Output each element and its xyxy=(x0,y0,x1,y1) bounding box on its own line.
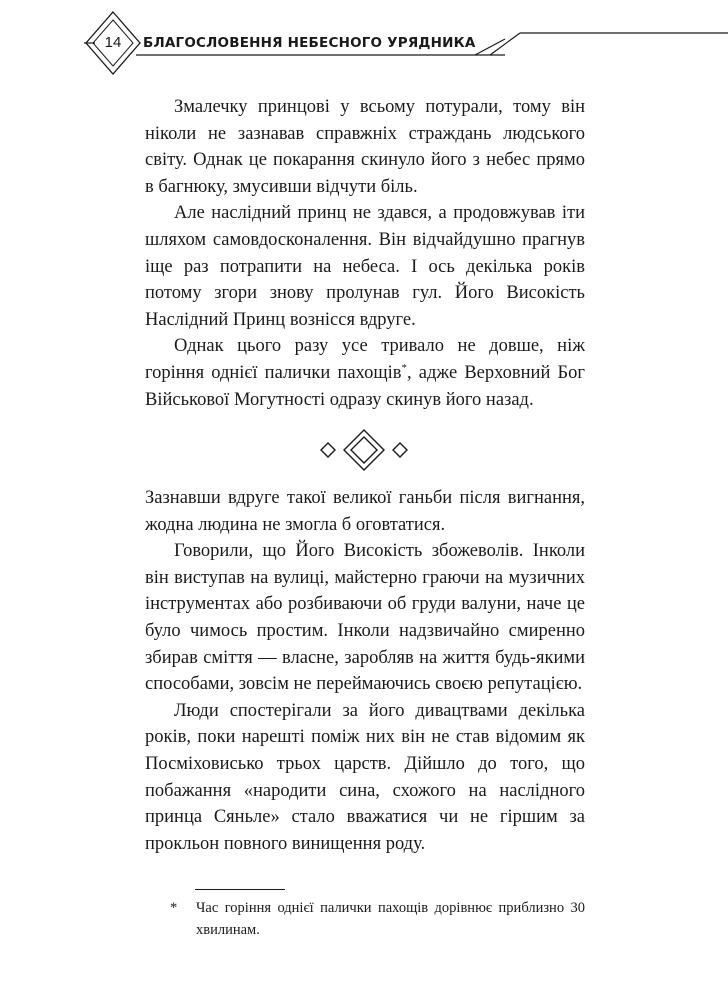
page-number: 14 xyxy=(104,34,122,51)
text-block-before-break xyxy=(145,94,585,413)
text-block-after-break xyxy=(145,485,585,857)
paragraph-with-footnote xyxy=(145,333,585,413)
running-title: БЛАГОСЛОВЕННЯ НЕБЕСНОГО УРЯДНИКА xyxy=(143,35,476,51)
footnote-divider xyxy=(195,889,285,890)
footnote-marker: * xyxy=(170,900,178,916)
paragraph: Люди спостерігали за його дивацтвами декілька років, поки нарешті поміж них він не став відомим як Посміховисько трьох царств. Дійшло до того, що побажання «народити сина, схожого на наслідного принца Сяньле» стало вважатися чи не гіршим за прокльон повного винищення роду. xyxy=(145,700,585,854)
paragraph-text: , адже Верховний Бог Військової Могутності одразу скинув його назад. xyxy=(145,362,585,410)
paragraph-text: Однак цього разу усе тривало не довше, ніж горіння однієї палички пахощів xyxy=(145,336,585,383)
paragraph: Зазнавши вдруге такої великої ганьби після вигнання, жодна людина не змогла б оговтатися. xyxy=(145,488,585,535)
paragraph: Говорили, що Його Високість збожеволів. Інколи він виступав на вулиці, майстерно граючи на музичних інструментах або розбиваючи об груди валуни, наче це було чимось простим. Інколи надзвичайно смиренно збирав сміття — власне, заробляв на життя будь-якими способами, зовсім не переймаючись своєю репутацією. xyxy=(145,541,585,695)
footnote-text: Час горіння однієї палички пахощів дорівнює приблизно 30 хвилинам. xyxy=(196,900,585,938)
paragraph: Змалечку принцові у всьому потурали, тому він ніколи не зазнавав справжніх страждань людського світу. Однак це покарання скинуло його з небес прямо в багнюку, змусивши відчути біль. xyxy=(145,97,585,197)
footnote-reference: * xyxy=(401,361,407,374)
running-header xyxy=(0,0,728,80)
diamond-ornament-icon xyxy=(318,425,410,475)
footnote xyxy=(170,897,585,941)
paragraph: Але наслідний принц не здався, а продовжував іти шляхом самовдосконалення. Він відчайдушно прагнув іще раз потрапити на небеса. І ось декілька років потому згори знову пролунав гул. Його Високість Наслідний Принц вознісся вдруге. xyxy=(145,203,585,330)
